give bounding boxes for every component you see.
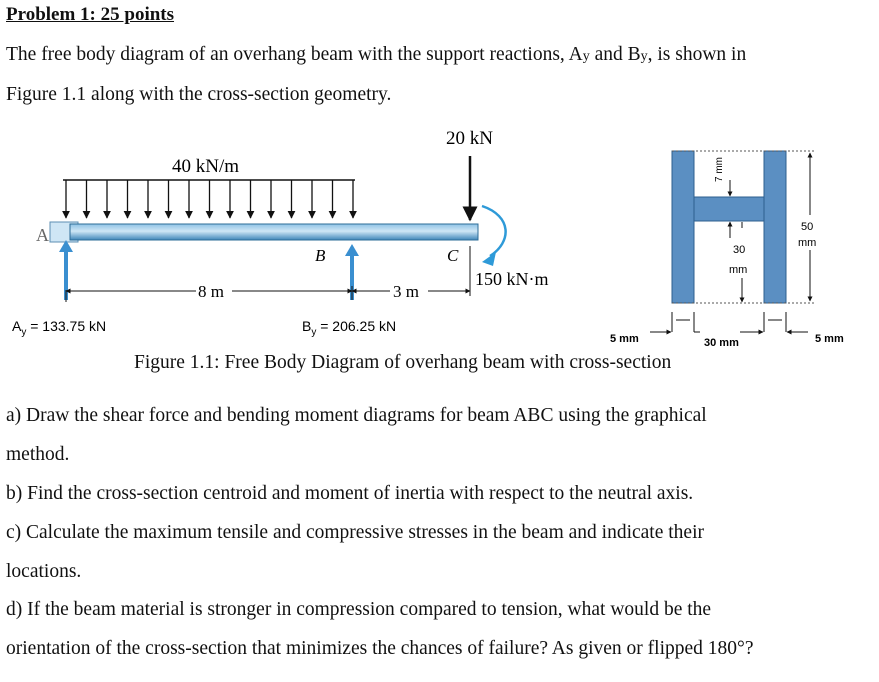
intro-line-2: Figure 1.1 along with the cross-section geometry. bbox=[6, 84, 392, 105]
point-load-label: 20 kN bbox=[446, 128, 493, 149]
question-d-line-2: orientation of the cross-section that minimizes the chances of failure? As given or flipped 180°? bbox=[6, 638, 754, 659]
figure-caption: Figure 1.1: Free Body Diagram of overhang beam with cross-section bbox=[134, 352, 672, 373]
cross-section bbox=[610, 151, 844, 349]
question-a-line-1: a) Draw the shear force and bending moment diagrams for beam ABC using the graphical bbox=[6, 405, 707, 426]
span-ab-label: 8 m bbox=[198, 282, 224, 301]
web-width-label: 30 mm bbox=[704, 337, 739, 349]
distributed-load-label: 40 kN/m bbox=[172, 156, 240, 177]
span-bc-label: 3 m bbox=[393, 282, 419, 301]
web-height-unit: mm bbox=[729, 264, 748, 276]
question-c-line-1: c) Calculate the maximum tensile and compressive stresses in the beam and indicate their bbox=[6, 522, 704, 543]
beam bbox=[70, 224, 478, 240]
section-left-flange bbox=[672, 151, 694, 303]
section-right-flange bbox=[764, 151, 786, 303]
free-body-diagram bbox=[0, 120, 879, 350]
question-d-line-1: d) If the beam material is stronger in compression compared to tension, what would be the bbox=[6, 599, 712, 620]
web-height-label: 30 bbox=[733, 244, 746, 256]
moment-arc bbox=[482, 206, 506, 256]
question-a-line-2: method. bbox=[6, 444, 70, 465]
height-unit: mm bbox=[798, 237, 817, 249]
reaction-a-label: $A_y = 133.75$ kN bbox=[12, 318, 107, 338]
height-label: 50 bbox=[801, 221, 814, 233]
reaction-b-arrowhead bbox=[345, 244, 359, 256]
label-b: B bbox=[315, 246, 326, 265]
label-a: A bbox=[36, 225, 49, 245]
question-c-line-2: locations. bbox=[6, 561, 82, 582]
right-width-label: 5 mm bbox=[815, 333, 844, 345]
section-web bbox=[694, 197, 764, 221]
distributed-load-arrows bbox=[66, 180, 353, 218]
moment-label: 150 kN·m bbox=[475, 269, 549, 289]
left-width-label: 5 mm bbox=[610, 333, 639, 345]
moment-arrowhead bbox=[482, 252, 496, 266]
intro-line-1: The free body diagram of an overhang beam with the support reactions, Ay and By, is shown in bbox=[6, 44, 747, 65]
flange-thickness-label: 7 mm bbox=[714, 157, 725, 182]
problem-title: Problem 1: 25 points bbox=[6, 4, 175, 25]
reaction-b-label: $B_y = 206.25$ kN bbox=[302, 318, 397, 338]
label-c: C bbox=[447, 246, 459, 265]
question-b: b) Find the cross-section centroid and moment of inertia with respect to the neutral axis. bbox=[6, 483, 694, 504]
